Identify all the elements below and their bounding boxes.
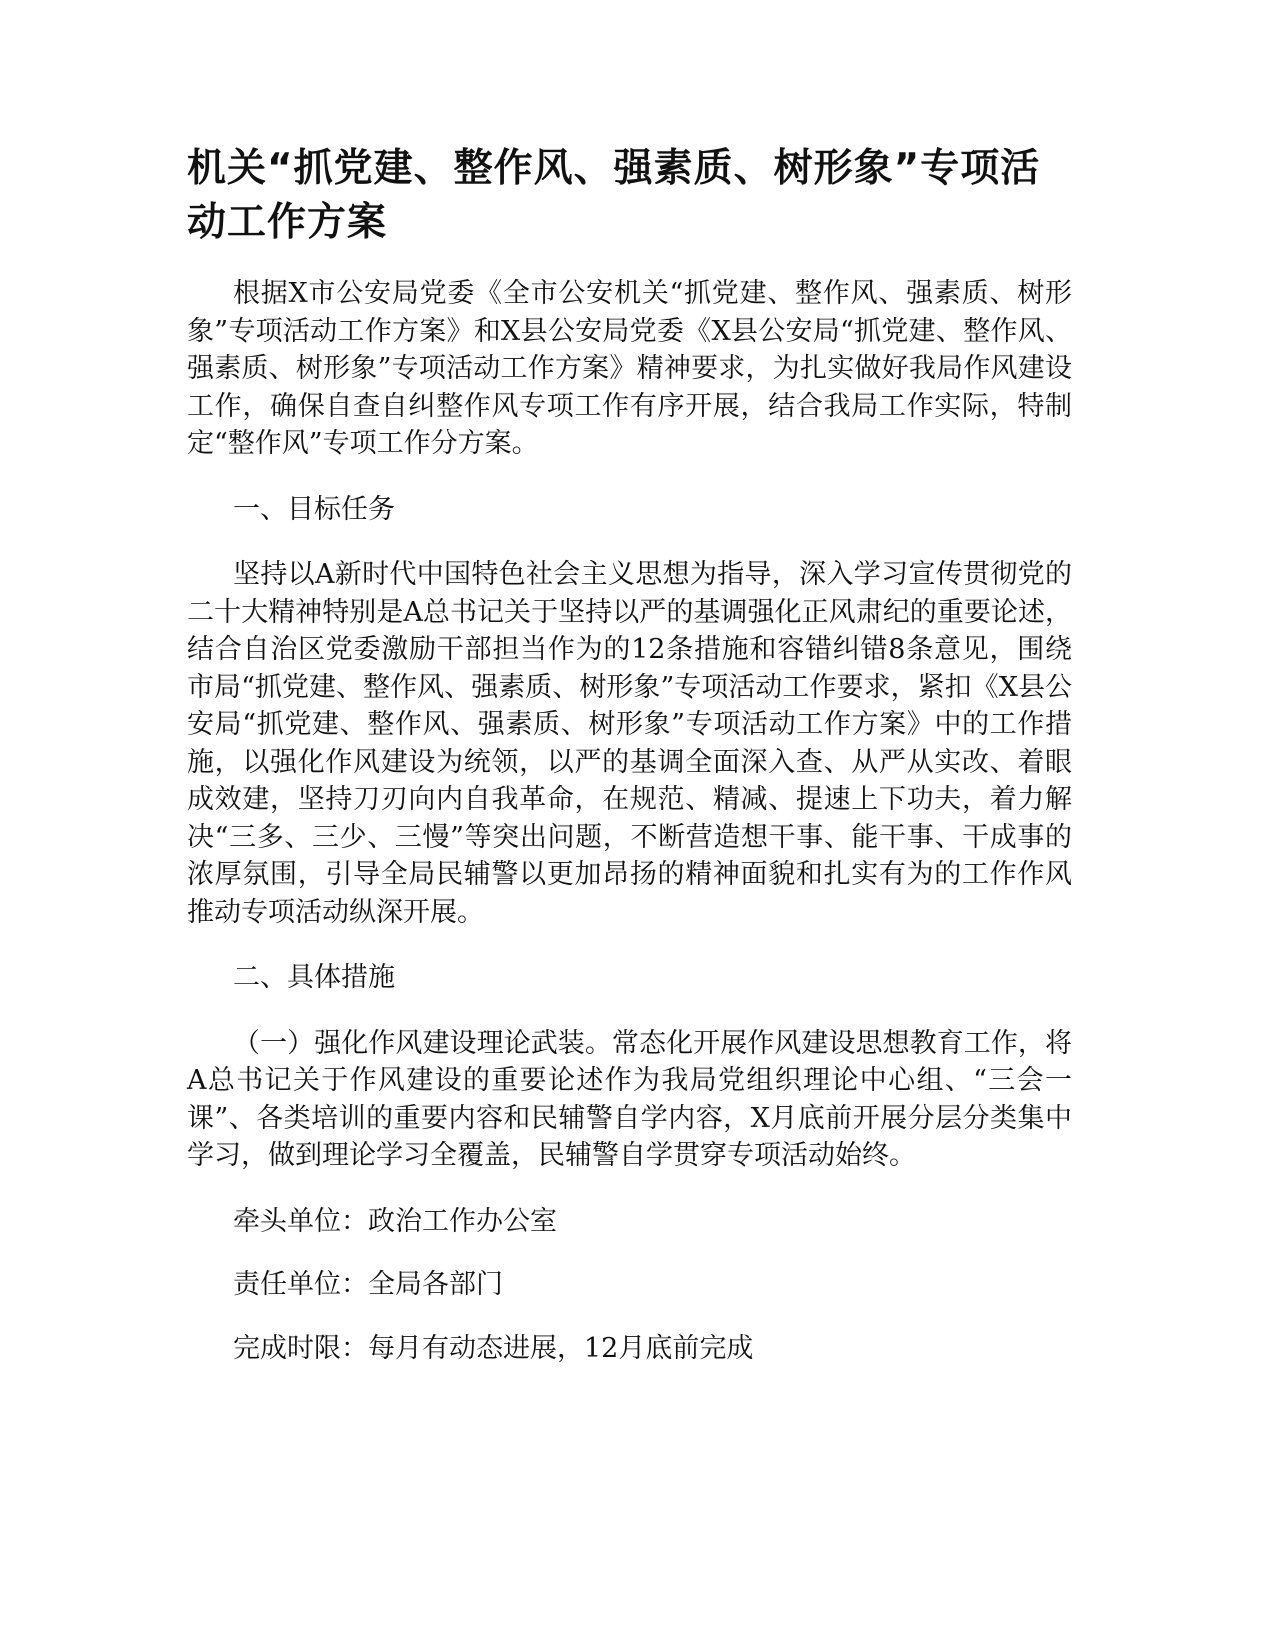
lead-unit-line: 牵头单位：政治工作办公室 bbox=[233, 1205, 557, 1237]
deadline-line: 完成时限：每月有动态进展，12月底前完成 bbox=[233, 1332, 754, 1364]
document-body bbox=[187, 142, 1072, 1393]
goals-paragraph: 坚持以A新时代中国特色社会主义思想为指导，深入学习宣传贯彻党的二十大精神特别是A总书记关于坚持以严的基调强化正风肃纪的重要论述，结合自治区党委激励干部担当作为的12条措施和容错纠错8条意见，围绕市局“抓党建、整作风、强素质、树形象”专项活动工作要求，紧扣《X县公安局“抓党建、整作风、强素质、树形象”专项活动工作方案》中的工作措施，以强化作风建设为统领，以严的基调全面深入查、从严从实改、着眼成效建，坚持刀刃向内自我革命，在规范、精减、提速上下功夫，着力解决“三多、三少、三慢”等突出问题，不断营造想干事、能干事、干成事的浓厚氛围，引导全局民辅警以更加昂扬的精神面貌和扎实有为的工作作风推动专项活动纵深开展。 bbox=[187, 559, 1072, 928]
section-heading-goals: 一、目标任务 bbox=[233, 493, 395, 525]
measure-paragraph-1: （一）强化作风建设理论武装。常态化开展作风建设思想教育工作，将A总书记关于作风建设的重要论述作为我局党组织理论中心组、“三会一课”、各类培训的重要内容和民辅警自学内容，X月底前开展分层分类集中学习，做到理论学习全覆盖，民辅警自学贯穿专项活动始终。 bbox=[187, 1027, 1072, 1171]
intro-paragraph: 根据X市公安局党委《全市公安机关“抓党建、整作风、强素质、树形象”专项活动工作方案》和X县公安局党委《X县公安局“抓党建、整作风、强素质、树形象”专项活动工作方案》精神要求，为扎实做好我局作风建设工作，确保自查自纠整作风专项工作有序开展，结合我局工作实际，特制定“整作风”专项工作分方案。 bbox=[187, 278, 1072, 459]
responsible-unit-line: 责任单位：全局各部门 bbox=[233, 1269, 503, 1300]
section-heading-measures: 二、具体措施 bbox=[233, 962, 395, 993]
document-title: 机关“抓党建、整作风、强素质、树形象”专项活动工作方案 bbox=[187, 146, 1041, 245]
